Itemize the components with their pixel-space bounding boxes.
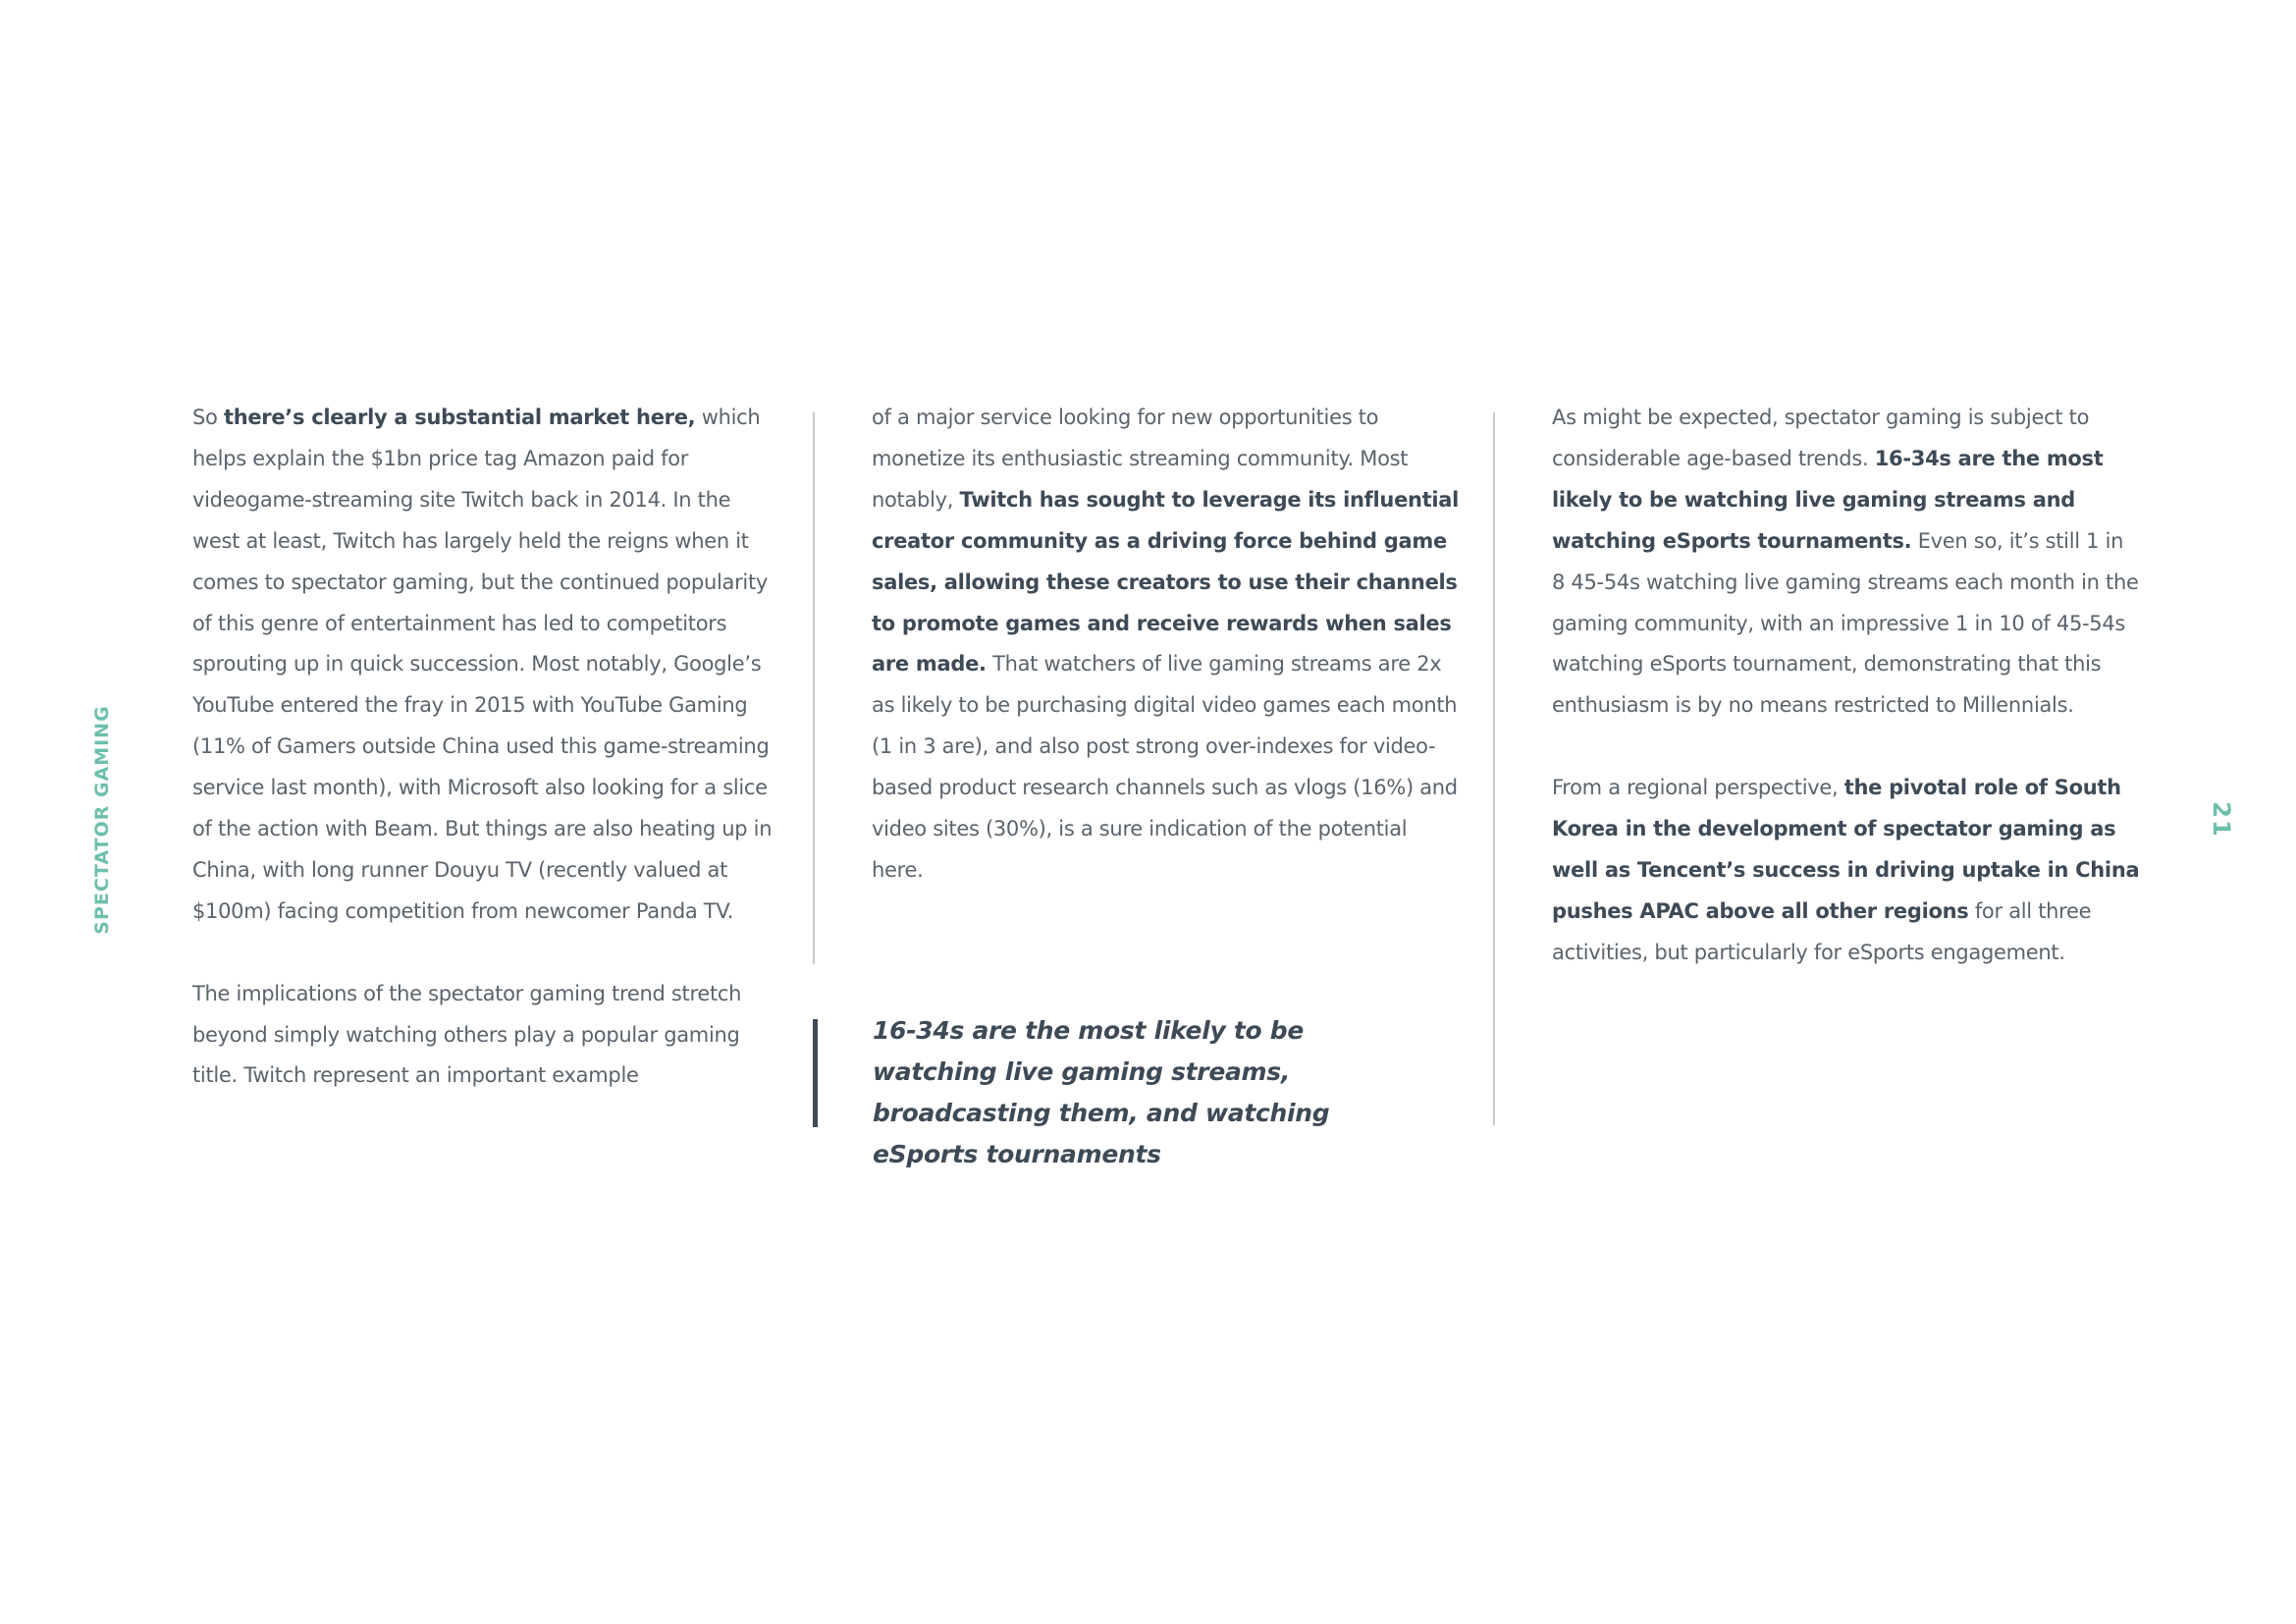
highlight-text: the pivotal role of South Korea in the development of spectator gaming as well as Tencent’s success in driving uptake in China pushes APAC above all other regions: [1552, 776, 2140, 923]
text-column-2: [872, 398, 1461, 892]
text-column-1: [192, 398, 781, 1097]
text-run: The implications of the spectator gaming trend stretch beyond simply watching others play a popular gaming title. Twitch represent an important example: [192, 981, 742, 1088]
paragraph: [872, 398, 1461, 892]
column-divider: [813, 412, 815, 964]
text-run: Even so, it’s still 1 in 8 45-54s watching live gaming streams each month in the gaming community, with an impressive 1 in 10 of 45-54s watching eSports tournament, demonstrating that this enthusiasm is by no means restricted to Millennials.: [1552, 528, 2139, 718]
section-title: SPECTATOR GAMING: [91, 705, 113, 935]
text-run: So: [192, 406, 224, 429]
highlight-text: Twitch has sought to leverage its influential creator community as a driving force behind game sales, allowing these creators to use their channels to promote games and receive rewards when sales are made.: [872, 487, 1460, 677]
text-column-3: [1552, 398, 2141, 974]
page-number: 21: [2208, 801, 2235, 839]
pull-quote: 16-34s are the most likely to be watching live gaming streams, broadcasting them, and watching eSports tournaments: [873, 1016, 1330, 1168]
highlight-text: 16-34s are the most likely to be watching live gaming streams and watching eSports tournaments.: [1552, 446, 2104, 553]
paragraph: [192, 974, 781, 1098]
text-run: which helps explain the $1bn price tag Amazon paid for videogame-streaming site Twitch back in 2014. In the west at least, Twitch has largely held the reigns when it comes to spectator gaming, but the continued popularity of this genre of entertainment has led to competitors sprouting up in quick succession. Most notably, Google’s YouTube entered the fray in 2015 with YouTube Gaming (11% of Gamers outside China used this game-streaming service last month), with Microsoft also looking for a slice of the action with Beam. But things are also heating up in China, with long runner Douyu TV (recently valued at $100m) facing competition from newcomer Panda TV.: [192, 406, 773, 923]
text-run: From a regional perspective,: [1552, 776, 1844, 800]
text-run: for all three activities, but particularly for eSports engagement.: [1552, 898, 2092, 964]
paragraph: [1552, 768, 2141, 974]
text-run: That watchers of live gaming streams are 2x as likely to be purchasing digital video games each month (1 in 3 are), and also post strong over-indexes for video-based product research channels such as vlogs (16%) and video sites (30%), is a sure indication of the potential here.: [872, 652, 1458, 882]
highlight-text: there’s clearly a substantial market here,: [223, 406, 696, 429]
pull-quote-bar: [813, 1019, 818, 1127]
paragraph: [192, 398, 781, 933]
text-run: As might be expected, spectator gaming is subject to considerable age-based trends.: [1552, 406, 2090, 470]
paragraph: [1552, 398, 2141, 727]
column-divider: [1493, 412, 1495, 1125]
text-run: of a major service looking for new opportunities to monetize its enthusiastic streaming community. Most notably,: [872, 406, 1409, 512]
